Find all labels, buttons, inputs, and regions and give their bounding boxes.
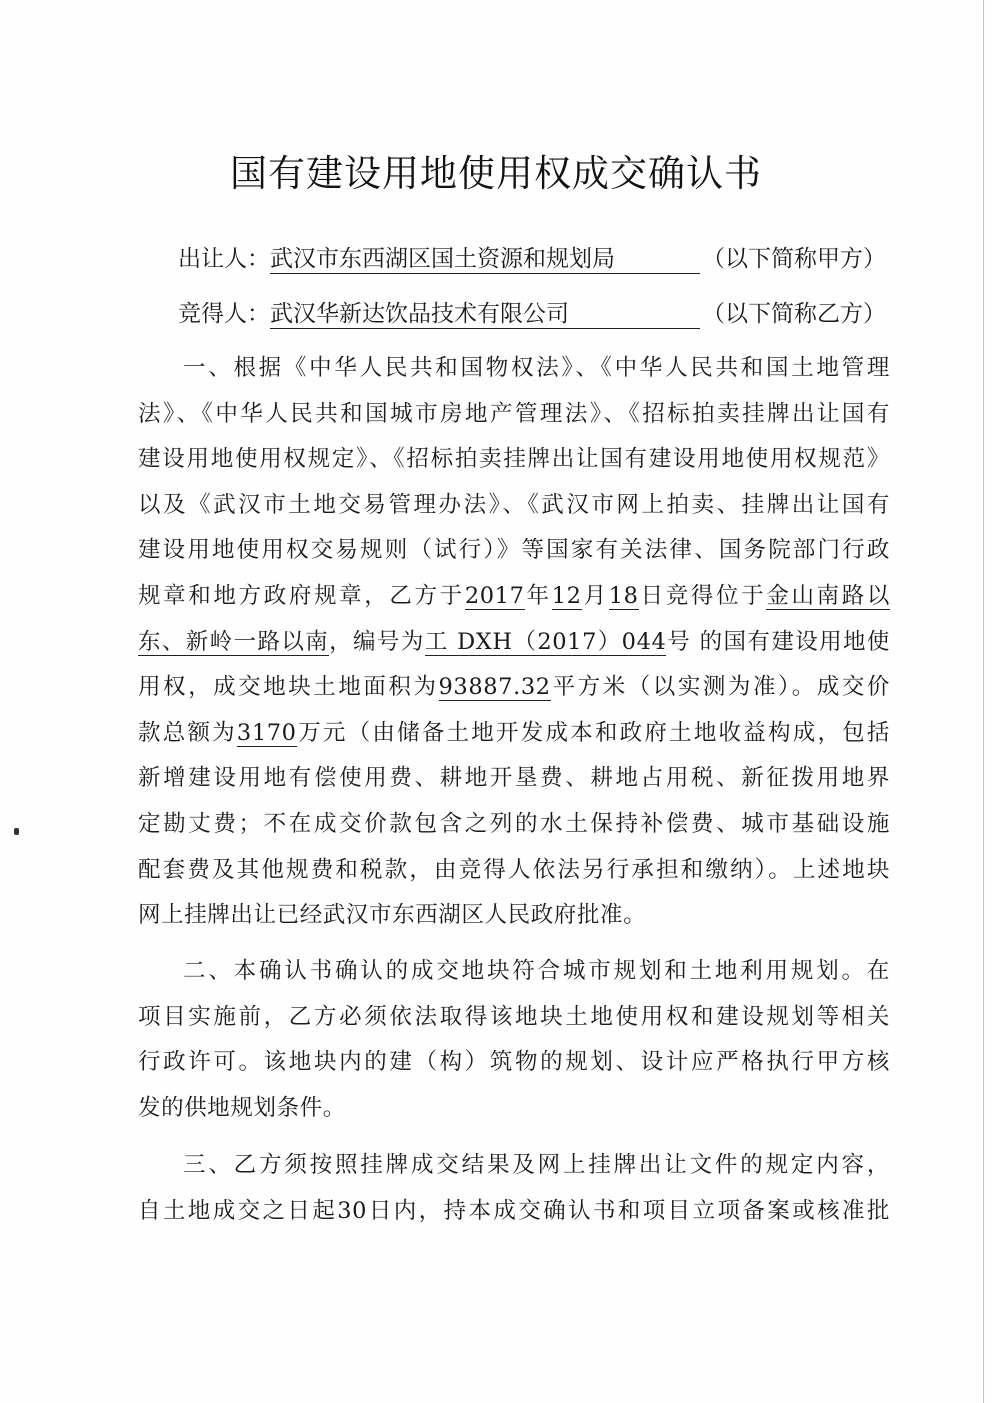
paragraph-line: 自土地成交之日起30日内，持本成交确认书和项目立项备案或核准批 (138, 1197, 890, 1224)
paragraph-line: 东、新岭一路以南，编号为工 DXH（2017）044号 的国有建设用地使 (138, 628, 890, 655)
paragraph-line: 以及《武汉市土地交易管理办法》、《武汉市网上拍卖、挂牌出让国有 (138, 491, 890, 518)
paragraph-line: 法》、《中华人民共和国城市房地产管理法》、《招标拍卖挂牌出让国有 (138, 400, 890, 427)
paragraph-line: 行政许可。该地块内的建（构）筑物的规划、设计应严格执行甲方核 (138, 1049, 890, 1076)
paragraph-line: 发的供地规划条件。 (138, 1094, 346, 1121)
seller-name: 武汉市东西湖区国土资源和规划局 (270, 245, 700, 274)
paragraph-line: 规章和地方政府规章，乙方于2017年12月18日竞得位于金山南路以 (138, 582, 890, 609)
paragraph-line: 新增建设用地有偿使用费、耕地开垦费、耕地占用税、新征拨用地界 (138, 765, 890, 792)
scan-edge-line (983, 0, 984, 1403)
seller-label: 出让人： (178, 246, 270, 272)
paragraph-line: 一、根据《中华人民共和国物权法》、《中华人民共和国土地管理 (183, 355, 890, 381)
paragraph-line: 网上挂牌出让已经武汉市东西湖区人民政府批准。 (138, 902, 647, 929)
buyer-note: （以下简称乙方） (702, 301, 886, 327)
paragraph-line: 定勘丈费；不在成交价款包含之列的水土保持补偿费、城市基础设施 (138, 810, 890, 837)
deal-year: 2017 (464, 582, 525, 609)
paragraph-line: 三、乙方须按照挂牌成交结果及网上挂牌出让文件的规定内容， (183, 1152, 890, 1178)
paragraph-3 (138, 1143, 890, 1234)
paragraph-line: 建设用地使用权交易规则（试行）》等国家有关法律、国务院部门行政 (138, 537, 890, 564)
document-title: 国有建设用地使用权成交确认书 (230, 152, 762, 195)
plot-code: 工 DXH（2017）044 (424, 628, 667, 655)
deal-day: 18 (608, 582, 639, 609)
plot-location-cont: 东、新岭一路以南 (138, 628, 330, 655)
paragraph-2 (138, 949, 890, 1131)
deal-price: 3170 (236, 719, 297, 746)
paragraph-line: 用权，成交地块土地面积为93887.32平方米（以实测为准）。成交价 (138, 674, 890, 701)
deal-month: 12 (551, 582, 582, 609)
plot-area: 93887.32 (438, 674, 551, 701)
paragraph-line: 款总额为3170万元（由储备土地开发成本和政府土地收益构成，包括 (138, 719, 890, 746)
plot-location: 金山南路以 (766, 582, 890, 609)
buyer-line (178, 299, 886, 329)
scan-speck (14, 828, 19, 835)
seller-note: （以下简称甲方） (702, 246, 886, 272)
paragraph-1 (138, 346, 890, 939)
paragraph-line: 二、本确认书确认的成交地块符合城市规划和土地利用规划。在 (183, 958, 890, 984)
paragraph-line: 配套费及其他规费和税款，由竞得人依法另行承担和缴纳）。上述地块 (138, 856, 890, 883)
buyer-label: 竞得人： (178, 301, 270, 327)
seller-line (178, 244, 886, 274)
paragraph-line: 建设用地使用权规定》、《招标拍卖挂牌出让国有建设用地使用权规范》 (138, 446, 890, 473)
paragraph-line: 项目实施前，乙方必须依法取得该地块土地使用权和建设规划等相关 (138, 1003, 890, 1030)
buyer-name: 武汉华新达饮品技术有限公司 (270, 300, 700, 329)
